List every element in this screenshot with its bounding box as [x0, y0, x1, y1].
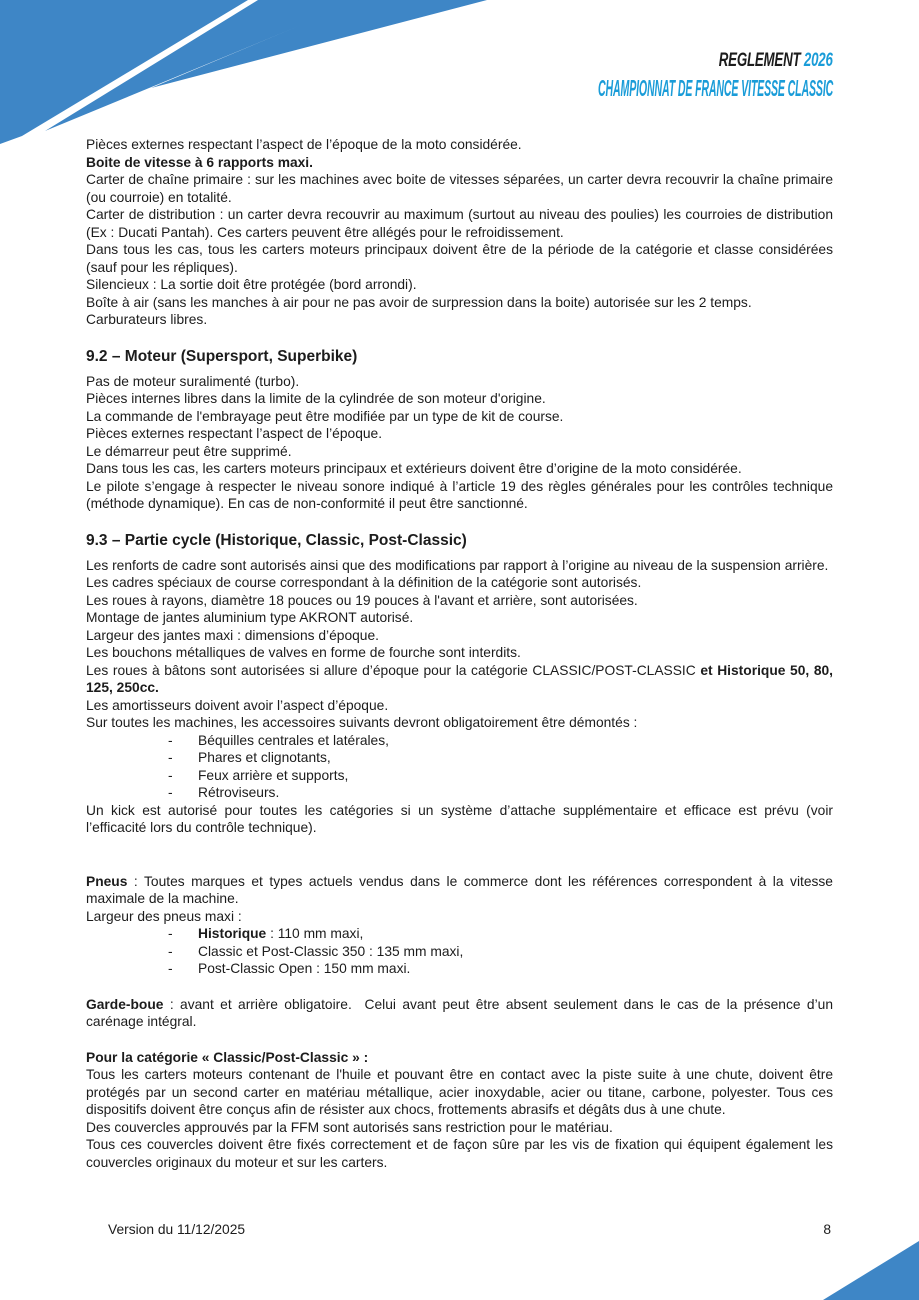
section-heading: 9.3 – Partie cycle (Historique, Classic, Post-Classic) [86, 531, 467, 549]
paragraph [86, 574, 833, 592]
list-dash: - [168, 926, 173, 941]
text-run: Pièces externes respectant l’aspect de l’époque. [86, 426, 383, 441]
text-run: Béquilles centrales et latérales, [198, 732, 389, 748]
list-dash: - [168, 767, 173, 783]
paragraph [86, 460, 833, 478]
header-title-regulation: REGLEMENT [719, 50, 801, 71]
paragraph [86, 408, 833, 426]
paragraph [86, 276, 833, 294]
text-run: Carter de chaîne primaire : sur les machines avec boite de vitesses séparées, un carter devra recouvrir la chaîne primaire (ou courroie) en totalité. [86, 172, 833, 205]
list-item-text [198, 732, 389, 750]
list-item-text [198, 925, 363, 943]
list-item-text [198, 960, 410, 978]
text-run: Feux arrière et supports, [198, 767, 349, 783]
paragraph [86, 294, 833, 312]
paragraph [86, 662, 833, 697]
list-item [86, 784, 833, 802]
text-run: Le pilote s’engage à respecter le niveau sonore indiqué à l’article 19 des règles générales pour les contrôles technique (méthode dynamique). En cas de non-conformité il peut être sanctionné. [86, 478, 833, 511]
bold-text: et Historique 50, 80, 125, 250cc. [86, 662, 834, 695]
text-run: Le démarreur peut être supprimé. [86, 443, 292, 459]
paragraph [86, 311, 833, 329]
paragraph [86, 627, 833, 645]
text-run: Carburateurs libres. [86, 312, 208, 327]
section-heading: 9.2 – Moteur (Supersport, Superbike) [86, 347, 358, 365]
header-subtitle-line [322, 75, 833, 102]
list-dash: - [168, 961, 173, 976]
paragraph [86, 1136, 833, 1171]
text-run: Tous les carters moteurs contenant de l'huile et pouvant être en contact avec la piste suite à une chute, doivent être protégés par un second carter en matériau métallique, acier inoxydable, acier ou titane, carbone, polyester. Tous ces dispositifs doivent être conçus afin de résister aux chocs, frottements abrasifs et dégâts dus à une chute. [86, 1067, 833, 1117]
report-header [322, 50, 833, 102]
paragraph [86, 697, 833, 715]
header-title-year: 2026 [800, 50, 833, 71]
text-run: Largeur des jantes maxi : dimensions d’époque. [86, 627, 379, 643]
text-run: Dans tous les cas, les carters moteurs principaux et extérieurs doivent être d’origine de la moto considérée. [86, 461, 742, 476]
paragraph [86, 136, 833, 154]
list-item-text [198, 767, 348, 785]
text-run: Pas de moteur suralimenté (turbo). [86, 373, 300, 389]
page-footer [108, 1222, 831, 1237]
list-item-text [198, 943, 463, 961]
text-run: Les bouchons métalliques de valves en forme de fourche sont interdits. [86, 645, 521, 660]
text-run: Des couvercles approuvés par la FFM sont autorisés sans restriction pour le matériau. [86, 1119, 613, 1135]
text-run: Post-Classic Open : 150 mm maxi. [198, 961, 411, 976]
text-run: La commande de l'embrayage peut être modifiée par un type de kit de course. [86, 408, 564, 424]
paragraph [86, 714, 833, 732]
list-dash: - [168, 943, 173, 959]
list-item [86, 767, 833, 785]
paragraph [86, 425, 833, 443]
text-run: Les renforts de cadre sont autorisés ainsi que des modifications par rapport à l’origine au niveau de la suspension arrière. [86, 557, 829, 573]
text-run: Largeur des pneus maxi : [86, 908, 242, 924]
paragraph [86, 996, 833, 1031]
text-run: Boîte à air (sans les manches à air pour ne pas avoir de surpression dans la boite) autorisée sur les 2 temps. [86, 294, 752, 310]
bold-text: Historique [198, 926, 267, 941]
paragraph [86, 1049, 833, 1067]
bold-text: Pour la catégorie « Classic/Post-Classic » : [86, 1049, 369, 1065]
section-gap [86, 1031, 833, 1049]
list-dash: - [168, 750, 173, 765]
paragraph [86, 443, 833, 461]
text-run: Carter de distribution : un carter devra recouvrir au maximum (surtout au niveau des poulies) les courroies de distribution (Ex : Ducati Pantah). Ces carters peuvent être allégés pour le refroidissement. [86, 207, 833, 240]
paragraph [86, 802, 833, 837]
list-dash: - [168, 785, 173, 800]
text-run: Les cadres spéciaux de course correspondant à la définition de la catégorie sont autorisés. [86, 575, 642, 590]
paragraph [86, 592, 833, 610]
text-run: Silencieux : La sortie doit être protégée (bord arrondi). [86, 277, 417, 292]
text-run: Les roues à rayons, diamètre 18 pouces ou 19 pouces à l'avant et arrière, sont autorisées. [86, 592, 638, 608]
text-run: : Toutes marques et types actuels vendus dans le commerce dont les références correspondent à la vitesse maximale de la machine. [86, 873, 833, 906]
paragraph [86, 478, 833, 513]
bold-text: Boite de vitesse à 6 rapports maxi. [86, 154, 313, 170]
paragraph [86, 171, 833, 206]
page-number: 8 [823, 1222, 831, 1237]
text-run: Les amortisseurs doivent avoir l’aspect d’époque. [86, 697, 389, 713]
text-run: : 110 mm maxi, [266, 926, 364, 941]
list-item [86, 925, 833, 943]
text-run: Dans tous les cas, tous les carters moteurs principaux doivent être de la période de la catégorie et classe considérées (sauf pour les répliques). [86, 242, 833, 275]
list-item [86, 732, 833, 750]
text-run: Phares et clignotants, [198, 750, 331, 765]
paragraph [86, 609, 833, 627]
list-dash: - [168, 732, 173, 748]
paragraph [86, 1066, 833, 1119]
paragraph [86, 373, 833, 391]
version-label: Version du 11/12/2025 [108, 1222, 246, 1237]
paragraph [86, 873, 833, 908]
corner-triangle [823, 1241, 919, 1300]
header-title-line [322, 50, 833, 72]
bold-text: Garde-boue [86, 996, 164, 1012]
bold-text: Pneus [86, 873, 128, 889]
text-run: Un kick est autorisé pour toutes les catégories si un système d’attache supplémentaire et efficace est prévu (voir l’efficacité lors du contrôle technique). [86, 802, 833, 835]
text-run: Les roues à bâtons sont autorisées si allure d’époque pour la catégorie CLASSIC/POST-CLASSIC [86, 662, 701, 678]
list-item [86, 749, 833, 767]
list-item [86, 960, 833, 978]
text-run: Classic et Post-Classic 350 : 135 mm maxi, [198, 943, 464, 959]
list-item-text [198, 749, 331, 767]
document-body [86, 136, 833, 1171]
paragraph [86, 206, 833, 241]
section-gap [86, 978, 833, 996]
paragraph [86, 644, 833, 662]
list-item-text [198, 784, 279, 802]
paragraph [86, 154, 833, 172]
paragraph [86, 1119, 833, 1137]
text-run: Tous ces couvercles doivent être fixés correctement et de façon sûre par les vis de fixation qui équipent également les couvercles originaux du moteur et sur les carters. [86, 1137, 833, 1170]
paragraph [86, 908, 833, 926]
text-run: Pièces externes respectant l’aspect de l’époque de la moto considérée. [86, 137, 522, 152]
text-run: Montage de jantes aluminium type AKRONT autorisé. [86, 610, 414, 625]
paragraph [86, 241, 833, 276]
paragraph [86, 390, 833, 408]
text-run: Rétroviseurs. [198, 785, 280, 800]
text-run: Sur toutes les machines, les accessoires suivants devront obligatoirement être démontés : [86, 715, 638, 730]
paragraph [86, 557, 833, 575]
list-item [86, 943, 833, 961]
header-subtitle: CHAMPIONNAT DE FRANCE VITESSE CLASSIC [597, 75, 833, 101]
section-gap [86, 837, 833, 873]
text-run: Pièces internes libres dans la limite de la cylindrée de son moteur d'origine. [86, 391, 546, 406]
text-run: : avant et arrière obligatoire. Celui avant peut être absent seulement dans le cas de la présence d’un carénage intégral. [86, 996, 833, 1029]
